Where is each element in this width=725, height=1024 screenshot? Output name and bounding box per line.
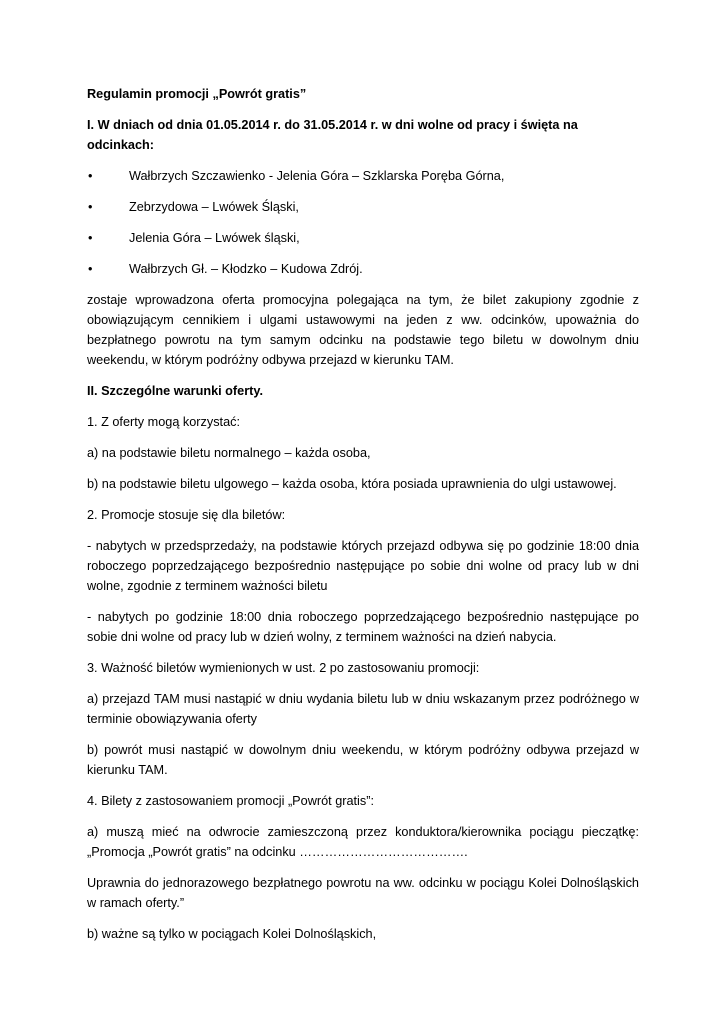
clause-1b: b) na podstawie biletu ulgowego – każda osoba, która posiada uprawnienia do ulgi ustawowej. bbox=[87, 477, 617, 491]
route-item bbox=[87, 259, 639, 279]
clause-2: 2. Promocje stosuje się dla biletów: bbox=[87, 508, 286, 522]
document-page bbox=[87, 84, 639, 955]
clause-3: 3. Ważność biletów wymienionych w ust. 2 po zastosowaniu promocji: bbox=[87, 661, 480, 675]
bullet-icon: • bbox=[88, 231, 93, 245]
clause-4: 4. Bilety z zastosowaniem promocji „Powrót gratis”: bbox=[87, 794, 374, 808]
route-item bbox=[87, 197, 639, 217]
route-item bbox=[87, 166, 639, 186]
clause-4b: b) ważne są tylko w pociągach Kolei Dolnośląskich, bbox=[87, 927, 377, 941]
bullet-icon: • bbox=[88, 262, 93, 276]
route-item bbox=[87, 228, 639, 248]
clause-2a: - nabytych w przedsprzedaży, na podstawie których przejazd odbywa się po godzinie 18:00 dnia roboczego poprzedzającego bezpośrednio następujące po sobie dni wolne od pracy lub w dni wolne, zgodnie z terminem ważności biletu bbox=[87, 539, 639, 593]
clause-1a: a) na podstawie biletu normalnego – każda osoba, bbox=[87, 446, 371, 460]
bullet-icon: • bbox=[88, 169, 93, 183]
clause-4a: a) muszą mieć na odwrocie zamieszczoną przez konduktora/kierownika pociągu pieczątkę: „Promocja „Powrót gratis” na odcinku …………………………………. bbox=[87, 825, 639, 859]
clause-3a: a) przejazd TAM musi nastąpić w dniu wydania biletu lub w dniu wskazanym przez podróżnego w terminie obowiązywania oferty bbox=[87, 692, 639, 726]
bullet-icon: • bbox=[88, 200, 93, 214]
clause-4a-continued: Uprawnia do jednorazowego bezpłatnego powrotu na ww. odcinku w pociągu Kolei Dolnośląskich w ramach oferty.” bbox=[87, 876, 639, 910]
intro-paragraph: zostaje wprowadzona oferta promocyjna polegająca na tym, że bilet zakupiony zgodnie z obowiązującym cennikiem i ulgami ustawowymi na jeden z ww. odcinków, upoważnia do bezpłatnego powrotu na tym samym odcinku na podstawie tego biletu w dowolnym dniu weekendu, w którym podróżny odbywa przejazd w kierunku TAM. bbox=[87, 293, 639, 367]
route-text: Wałbrzych Gł. – Kłodzko – Kudowa Zdrój. bbox=[129, 262, 363, 276]
clause-2b: - nabytych po godzinie 18:00 dnia roboczego poprzedzającego bezpośrednio następujące po sobie dni wolne od pracy lub w dzień wolny, z terminem ważności na dzień nabycia. bbox=[87, 610, 639, 644]
route-text: Wałbrzych Szczawienko - Jelenia Góra – Szklarska Poręba Górna, bbox=[129, 169, 505, 183]
route-text: Zebrzydowa – Lwówek Śląski, bbox=[129, 200, 299, 214]
section-2-heading: II. Szczególne warunki oferty. bbox=[87, 384, 264, 398]
route-text: Jelenia Góra – Lwówek śląski, bbox=[129, 231, 300, 245]
document-title: Regulamin promocji „Powrót gratis” bbox=[87, 87, 307, 101]
clause-3b: b) powrót musi nastąpić w dowolnym dniu weekendu, w którym podróżny odbywa przejazd w kierunku TAM. bbox=[87, 743, 639, 777]
clause-1: 1. Z oferty mogą korzystać: bbox=[87, 415, 241, 429]
route-list bbox=[87, 166, 639, 279]
section-1-heading: I. W dniach od dnia 01.05.2014 r. do 31.05.2014 r. w dni wolne od pracy i święta na odcinkach: bbox=[87, 118, 578, 152]
